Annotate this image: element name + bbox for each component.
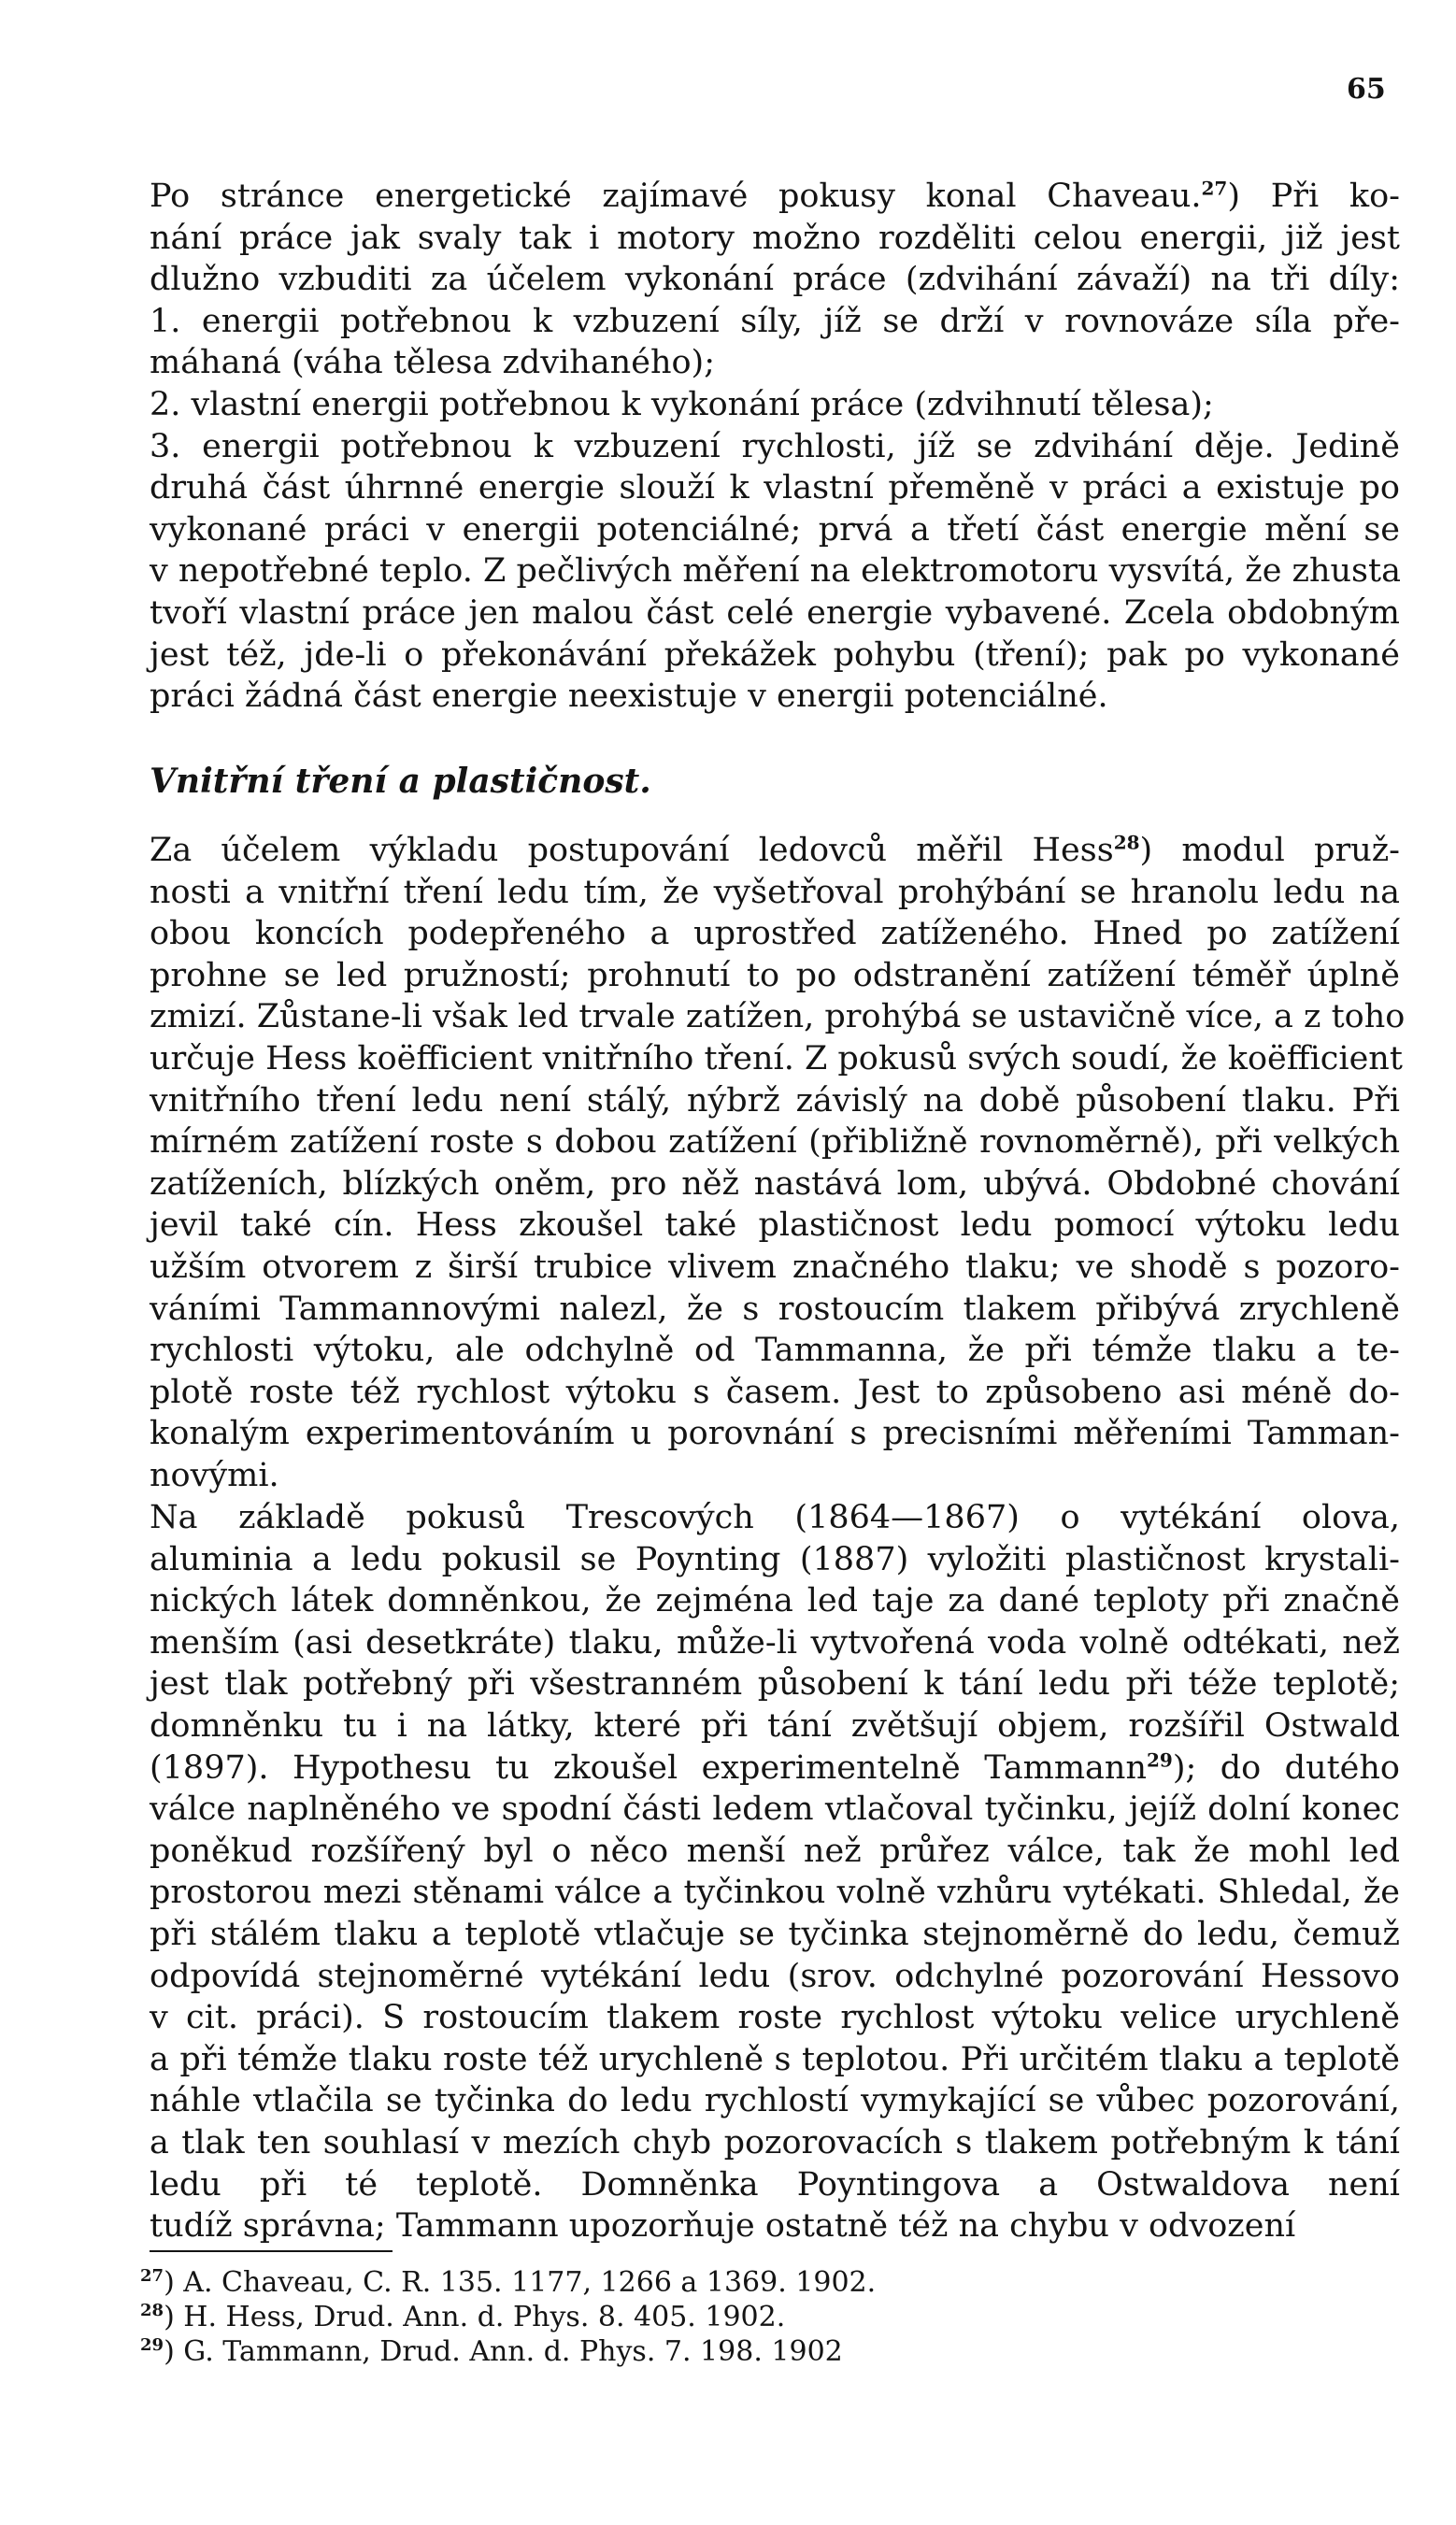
line-text: nání práce jak svaly tak i motory možno rozděliti celou energii, již jest	[150, 219, 1400, 257]
line-text: nosti a vnitřní tření ledu tím, že vyšetřoval prohýbání se hranolu ledu na	[150, 873, 1400, 911]
line-text: a tlak ten souhlasí v mezích chyb pozorovacích s tlakem potřebným k tání	[150, 2124, 1400, 2161]
line-text: domněnku tu i na látky, které při tání zvětšují objem, rozšířil Ostwald	[150, 1707, 1400, 1745]
text-line	[150, 2080, 1400, 2121]
footnote-mark: 27	[140, 2266, 164, 2286]
line-text: jest též, jde-li o překonávání překážek pohybu (tření); pak po vykonané	[150, 635, 1400, 674]
line-text: tudíž správna; Tammann upozorňuje ostatně též na chybu v odvození	[150, 2207, 1296, 2246]
line-text: Po stránce energetické zajímavé pokusy konal Chaveau.	[150, 178, 1202, 215]
line-text: konalým experimentováním u porovnání s precisními měřeními Tamman-	[150, 1415, 1400, 1453]
text-line	[150, 1831, 1400, 1872]
line-text: odpovídá stejnoměrné vytékání ledu (srov. odchylné pozorování Hessovo	[150, 1957, 1400, 1995]
footnote-text: ) A. Chaveau, C. R. 135. 1177, 1266 a 1369. 1902.	[164, 2266, 877, 2299]
line-text: válce naplněného ve spodní části ledem vtlačoval tyčinku, jejíž dolní konec	[150, 1790, 1400, 1829]
text-line	[150, 1121, 1400, 1163]
text-line	[150, 872, 1400, 913]
line-text: při stálém tlaku a teplotě vtlačuje se tyčinka stejnoměrně do ledu, čemuž	[150, 1916, 1400, 1953]
section-heading: Vnitřní tření a plastičnost.	[150, 762, 651, 801]
line-text: v cit. práci). S rostoucím tlakem roste rychlost výtoku velice urychleně	[150, 1999, 1400, 2037]
line-text: náhle vtlačila se tyčinka do ledu rychlostí vymykající se vůbec pozorování,	[150, 2082, 1400, 2120]
text-line	[150, 1748, 1400, 1789]
line-text: zmizí. Zůstane-li však led trvale zatížen, prohýbá se ustavičně více, a z toho	[150, 998, 1406, 1036]
line-text: určuje Hess koëfficient vnitřního tření. Z pokusů svých soudí, že koëfficient	[150, 1040, 1403, 1077]
text-line	[150, 2205, 1295, 2247]
text-line	[150, 1205, 1400, 1246]
text-line	[150, 384, 1214, 425]
text-line	[150, 2122, 1400, 2163]
line-text: nických látek domněnkou, že zejména led taje za dané teploty při značně	[150, 1582, 1400, 1620]
line-text: 3. energii potřebnou k vzbuzení rychlosti, jíž se zdvihání děje. Jedině	[150, 427, 1400, 465]
text-line	[150, 301, 1400, 342]
footnote	[140, 2301, 785, 2334]
line-text: zatíženích, blízkých oněm, pro něž nastává lom, ubývá. Obdobné chování	[150, 1164, 1400, 1203]
footnote-reference: 27	[1201, 177, 1228, 200]
line-text: jest tlak potřebný při všestranném působení k tání ledu při téže teplotě;	[150, 1665, 1400, 1704]
text-line	[150, 1038, 1403, 1079]
text-line	[150, 1497, 1400, 1538]
line-text: máhaná (váha tělesa zdvihaného);	[150, 344, 715, 382]
text-line	[150, 342, 715, 383]
line-text: novými.	[150, 1457, 279, 1494]
text-line	[150, 676, 1108, 717]
line-text: 2. vlastní energii potřebnou k vykonání práce (zdvihnutí tělesa);	[150, 386, 1214, 423]
footnote-text: ) G. Tammann, Drud. Ann. d. Phys. 7. 198. 1902	[164, 2335, 843, 2368]
text-line	[150, 1622, 1400, 1663]
text-line	[150, 218, 1400, 259]
text-line	[150, 1705, 1400, 1747]
text-line	[150, 1914, 1400, 1955]
line-text: Na základě pokusů Trescových (1864—1867) o vytékání olova,	[150, 1499, 1400, 1536]
line-text-continued: ) Při ko-	[1227, 178, 1400, 215]
text-line	[150, 1163, 1400, 1205]
text-line	[150, 1455, 279, 1496]
line-text: rychlosti výtoku, ale odchylně od Tammanna, že při témže tlaku a te-	[150, 1332, 1400, 1370]
text-line	[150, 830, 1400, 871]
text-line	[150, 1330, 1400, 1371]
line-text: váními Tammannovými nalezl, že s rostoucím tlakem přibývá zrychleně	[150, 1290, 1400, 1328]
text-line	[150, 259, 1400, 300]
footnote	[140, 2266, 876, 2300]
text-line	[150, 1997, 1400, 2038]
text-line	[150, 1372, 1400, 1413]
footnote-text: ) H. Hess, Drud. Ann. d. Phys. 8. 405. 1902.	[164, 2301, 786, 2333]
text-line	[150, 1580, 1400, 1621]
text-line	[150, 1247, 1400, 1288]
footnote-reference: 29	[1147, 1748, 1173, 1771]
text-line	[150, 955, 1400, 996]
line-text: v nepotřebné teplo. Z pečlivých měření na elektromotoru vysvítá, že zhusta	[150, 552, 1401, 591]
line-text: tvoří vlastní práce jen malou část celé energie vybavené. Zcela obdobným	[150, 594, 1400, 632]
line-text-continued: ); do dutého	[1172, 1748, 1400, 1787]
line-text: vnitřního tření ledu není stálý, nýbrž závislý na době působení tlaku. Při	[150, 1081, 1400, 1120]
line-text-continued: ) modul pruž-	[1139, 832, 1400, 869]
text-line	[150, 2039, 1400, 2080]
text-line	[150, 426, 1400, 467]
line-text: (1897). Hypothesu tu zkoušel experimentelně Tammann	[150, 1748, 1148, 1787]
line-text: ledu při té teplotě. Domněnka Poyntingova a Ostwaldova není	[150, 2165, 1400, 2204]
page-number: 65	[1347, 73, 1386, 106]
line-text: Za účelem výkladu postupování ledovců měřil Hess	[150, 832, 1114, 869]
footnote-mark: 29	[140, 2335, 164, 2355]
text-line	[150, 1080, 1400, 1121]
text-line	[150, 1956, 1400, 1997]
text-line	[150, 635, 1400, 676]
text-line	[150, 176, 1400, 217]
text-line	[150, 509, 1400, 550]
line-text: a při témže tlaku roste též urychleně s teplotou. Při určitém tlaku a teplotě	[150, 2040, 1400, 2078]
text-line	[150, 1289, 1400, 1330]
text-line	[150, 913, 1400, 954]
line-text: vykonané práci v energii potenciálné; prvá a třetí část energie mění se	[150, 510, 1400, 549]
line-text: plotě roste též rychlost výtoku s časem. Jest to způsobeno asi méně do-	[150, 1373, 1400, 1411]
line-text: dlužno vzbuditi za účelem vykonání práce (zdvihání závaží) na tři díly:	[150, 261, 1400, 299]
line-text: 1. energii potřebnou k vzbuzení síly, jíž se drží v rovnováze síla pře-	[150, 302, 1400, 340]
footnote	[140, 2335, 843, 2369]
line-text: aluminia a ledu pokusil se Poynting (1887) vyložiti plastičnost krystali-	[150, 1540, 1400, 1578]
line-text: práci žádná část energie neexistuje v energii potenciálné.	[150, 678, 1108, 716]
text-line	[150, 550, 1400, 592]
text-line	[150, 1789, 1400, 1830]
text-line	[150, 996, 1406, 1037]
text-line	[150, 1413, 1400, 1454]
line-text: poněkud rozšířený byl o něco menší než průřez válce, tak že mohl led	[150, 1832, 1400, 1870]
line-text: užším otvorem z širší trubice vlivem značného tlaku; ve shodě s pozoro-	[150, 1248, 1400, 1286]
text-line	[150, 467, 1400, 508]
text-line	[150, 1663, 1400, 1705]
line-text: mírném zatížení roste s dobou zatížení (přibližně rovnoměrně), při velkých	[150, 1123, 1400, 1162]
line-text: obou koncích podepřeného a uprostřed zatíženého. Hned po zatížení	[150, 915, 1400, 953]
footnote-rule	[150, 2250, 393, 2252]
text-line	[150, 1872, 1400, 1913]
footnote-mark: 28	[140, 2301, 164, 2320]
text-line	[150, 2164, 1400, 2205]
line-text: menším (asi desetkráte) tlaku, může-li vytvořená voda volně odtékati, než	[150, 1623, 1400, 1662]
line-text: prostorou mezi stěnami válce a tyčinkou volně vzhůru vytékati. Shledal, že	[150, 1874, 1400, 1912]
line-text: druhá část úhrnné energie slouží k vlastní přeměně v práci a existuje po	[150, 469, 1400, 507]
text-line	[150, 592, 1400, 634]
footnote-reference: 28	[1113, 831, 1140, 854]
text-line	[150, 1539, 1400, 1580]
line-text: prohne se led pružností; prohnutí to po odstranění zatížení téměř úplně	[150, 956, 1400, 994]
line-text: jevil také cín. Hess zkoušel také plastičnost ledu pomocí výtoku ledu	[150, 1206, 1400, 1245]
